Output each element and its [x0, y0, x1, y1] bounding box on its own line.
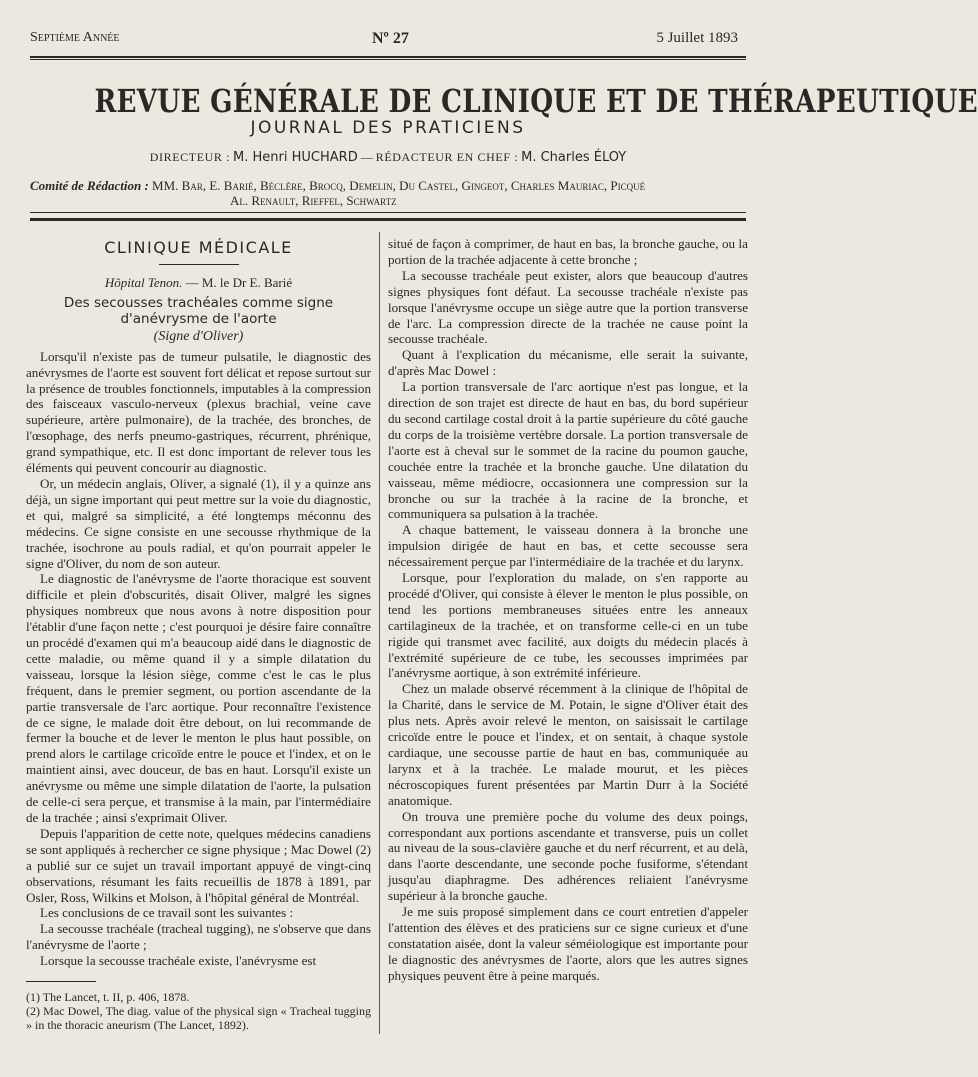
article-subtitle: (Signe d'Oliver) — [153, 328, 244, 344]
hospital-name: Hôpital Tenon. — [104, 274, 183, 290]
issue-number: Nº 27 — [372, 30, 409, 47]
paragraph: La secousse trachéale peut exister, alors que beaucoup d'autres signes physiques font défaut. La secousse trachéale n'existe pas lorsque l'anévrysme occupe un siège autre que la portion transverse de l'arc. La compression directe de la trachée ne cause point la secousse trachéale. — [388, 267, 748, 347]
article-title: Des secousses trachéales comme signe d'anévrysme de l'aorte — [63, 294, 334, 327]
paragraph: Le diagnostic de l'anévrysme de l'aorte thoracique est souvent difficile et plein d'obscurités, disait Oliver, malgré les signes physiques nombreux que nous avons à notre disposition pour l'établir d'une façon nette ; c'est pourquoi je désire faire connaître un procédé d'examen qui m'a beaucoup aidé dans le diagnostic de cette maladie, ou même quand il y a simple dilatation du vaisseau, lorsque la lésion siège, comme c'est le cas le plus fréquent, dans le premier segment, ou portion ascendante de la partie transversale de l'arc aortique. Pour reconnaître l'existence de ce signe, le malade doit être debout, on lui recommande de fermer la bouche et de lever le menton le plus haut possible, on prend alors le cartilage cricoïde entre le pouce et l'index, et on le maintient ainsi, avec douceur, de bas en haut. Lorsqu'il existe un anévrysme ou même une simple dilatation de l'aorte, la pulsation de celle-ci sera perçue, et transmise à la main, par l'intermédiaire de la trachée ; ainsi s'exprimait Oliver. — [26, 571, 371, 825]
issue-year: Septième Année — [30, 30, 120, 45]
editorial-committee — [30, 178, 760, 208]
masthead-rule-thin — [30, 212, 746, 213]
paragraph: A chaque battement, le vaisseau donnera à la bronche une impulsion dirigée de haut en bas, et cette secousse sera nécessairement perçue par l'intermédiaire de la trachée et du larynx. — [388, 522, 748, 570]
editor-label: RÉDACTEUR EN CHEF : — [375, 150, 519, 164]
committee-names-line2: Al. Renault, Rieffel, Schwartz — [230, 193, 397, 208]
section-rule — [159, 264, 239, 265]
section-title: CLINIQUE MÉDICALE — [104, 238, 293, 257]
article-left-column — [26, 236, 371, 1032]
column-divider — [379, 232, 380, 1034]
header-rule — [30, 56, 746, 60]
issue-header — [30, 30, 738, 50]
editor-name: M. Charles ÉLOY — [521, 150, 627, 165]
editorial-direction — [30, 150, 746, 165]
paragraph: Lorsque, pour l'exploration du malade, on s'en rapporte au procédé d'Oliver, qui consiste à élever le menton le plus possible, on tend les portions membraneuses situées entre les anneaux cartilagineux de la trachée, et on transforme celle-ci en un tube rigide qui transmet avec facilité, aux doigts du médecin placés à l'extrémité supérieure de ce tube, les secousses imprimées par l'anévrysme aortique, à son extrémité inférieure. — [388, 570, 748, 681]
paragraph: On trouva une première poche du volume des deux poings, correspondant aux portions ascendante et transverse, puis un collet au niveau de la sous-clavière gauche et du nerf récurrent, et au delà, dans l'aorte descendante, une seconde poche fusiforme, s'étendant jusqu'au diaphragme. Des adhérences reliaient l'anévrysme supérieur à la bronche gauche. — [388, 808, 748, 904]
director-label: DIRECTEUR : — [149, 150, 231, 164]
article-byline — [26, 275, 371, 291]
paragraph: Lorsqu'il n'existe pas de tumeur pulsatile, le diagnostic des anévrysmes de l'aorte est souvent fort délicat et repose surtout sur la présence de troubles fonctionnels, imputables à la compression des faisceaux vasculo-nerveux (plexus brachial, veine cave supérieure, artère pulmonaire), de la trachée, des bronches, de l'œsophage, des nerfs pneumo-gastriques, récurrent, phrénique, grand sympathique, etc. Il est donc important de relever tous les éléments qui peuvent concourir au diagnostic. — [26, 348, 371, 476]
paragraph: Je me suis proposé simplement dans ce court entretien d'appeler l'attention des élèves et des praticiens sur ce signe curieux et d'une constatation aisée, dont la valeur séméiologique est importante pour le diagnostic des anévrysmes de l'aorte, alors que les autres signes physiques peuvent être à peine marqués. — [388, 904, 748, 983]
paragraph: Quant à l'explication du mécanisme, elle serait la suivante, d'après Mac Dowel : — [388, 347, 748, 379]
article-right-column — [388, 236, 748, 984]
paragraph: Lorsque la secousse trachéale existe, l'anévrysme est — [40, 953, 317, 969]
footnote: (1) The Lancet, t. II, p. 406, 1878. — [26, 990, 190, 1005]
journal-title: REVUE GÉNÉRALE DE CLINIQUE ET DE THÉRAPEUTIQUE — [94, 82, 978, 120]
issue-date: 5 Juillet 1893 — [656, 30, 738, 46]
footnote-rule — [26, 981, 96, 982]
paragraph: situé de façon à comprimer, de haut en bas, la bronche gauche, ou la portion de la trachée adjacente à cette bronche ; — [388, 236, 748, 267]
direction-separator: — — [360, 150, 373, 164]
committee-names-line1: MM. Bar, E. Barié, Béclère, Brocq, Demelin, Du Castel, Gingeot, Charles Mauriac, Picqué — [152, 178, 646, 193]
paragraph: Or, un médecin anglais, Oliver, a signalé (1), il y a quinze ans déjà, un signe important qui peut mettre sur la voie du diagnostic, et qui, malgré sa simplicité, a été longtemps méconnu des médecins. Ce signe consiste en une secousse rhythmique de la trachée, isochrone au pouls radial, et qu'on pourrait appeler le signe d'Oliver, du nom de son auteur. — [26, 475, 371, 571]
paragraph: Depuis l'apparition de cette note, quelques médecins canadiens se sont appliqués à rechercher ce signe physique ; Mac Dowel (2) a publié sur ce sujet un travail important appuyé de vingt-cinq observations, résumant les faits recueillis de 1878 à 1891, par Osler, Ross, Wilkins et Molson, à l'hôpital général de Montréal. — [26, 825, 371, 905]
paragraph: La secousse trachéale (tracheal tugging), ne s'observe que dans l'anévrysme de l'aorte ; — [26, 921, 371, 953]
director-name: M. Henri HUCHARD — [233, 150, 358, 165]
committee-label: Comité de Rédaction : — [30, 178, 149, 193]
article-author: — M. le Dr E. Barié — [182, 274, 293, 290]
footnote: (2) Mac Dowel, The diag. value of the physical sign « Tracheal tugging » in the thoracic aneurism (The Lancet, 1892). — [26, 1004, 371, 1033]
paragraph: Les conclusions de ce travail sont les suivantes : — [40, 905, 294, 921]
paragraph: Chez un malade observé récemment à la clinique de l'hôpital de la Charité, dans le service de M. Potain, le signe d'Oliver était des plus nets. Après avoir relevé le menton, on saisissait le cartilage cricoïde entre le pouce et l'index, et on sentait, à chaque systole cardiaque, une secousse partie de haut en bas, communiquée au larynx et à la trachée. Le malade mourut, et les pièces nécroscopiques furent présentées par Martin Durr à la Société anatomique. — [388, 681, 748, 808]
journal-subtitle: JOURNAL DES PRATICIENS — [250, 118, 526, 138]
masthead-rule-thick — [30, 218, 746, 221]
paragraph: La portion transversale de l'arc aortique n'est pas longue, et la direction de son trajet est directe de haut en bas, du bord supérieur du second cartilage costal droit à la partie supérieure du côté gauche du corps de la troisième vertèbre dorsale. La portion transversale de l'aorte est à cheval sur le sommet de la racine du poumon gauche, couchée entre la trachée et la bronche gauche. Une dilatation du vaisseau, même médiocre, occasionnera une compression sur la bronche ou sur la trachée à la racine de la bronche, et communiquera sa pulsation à la trachée. — [388, 379, 748, 522]
